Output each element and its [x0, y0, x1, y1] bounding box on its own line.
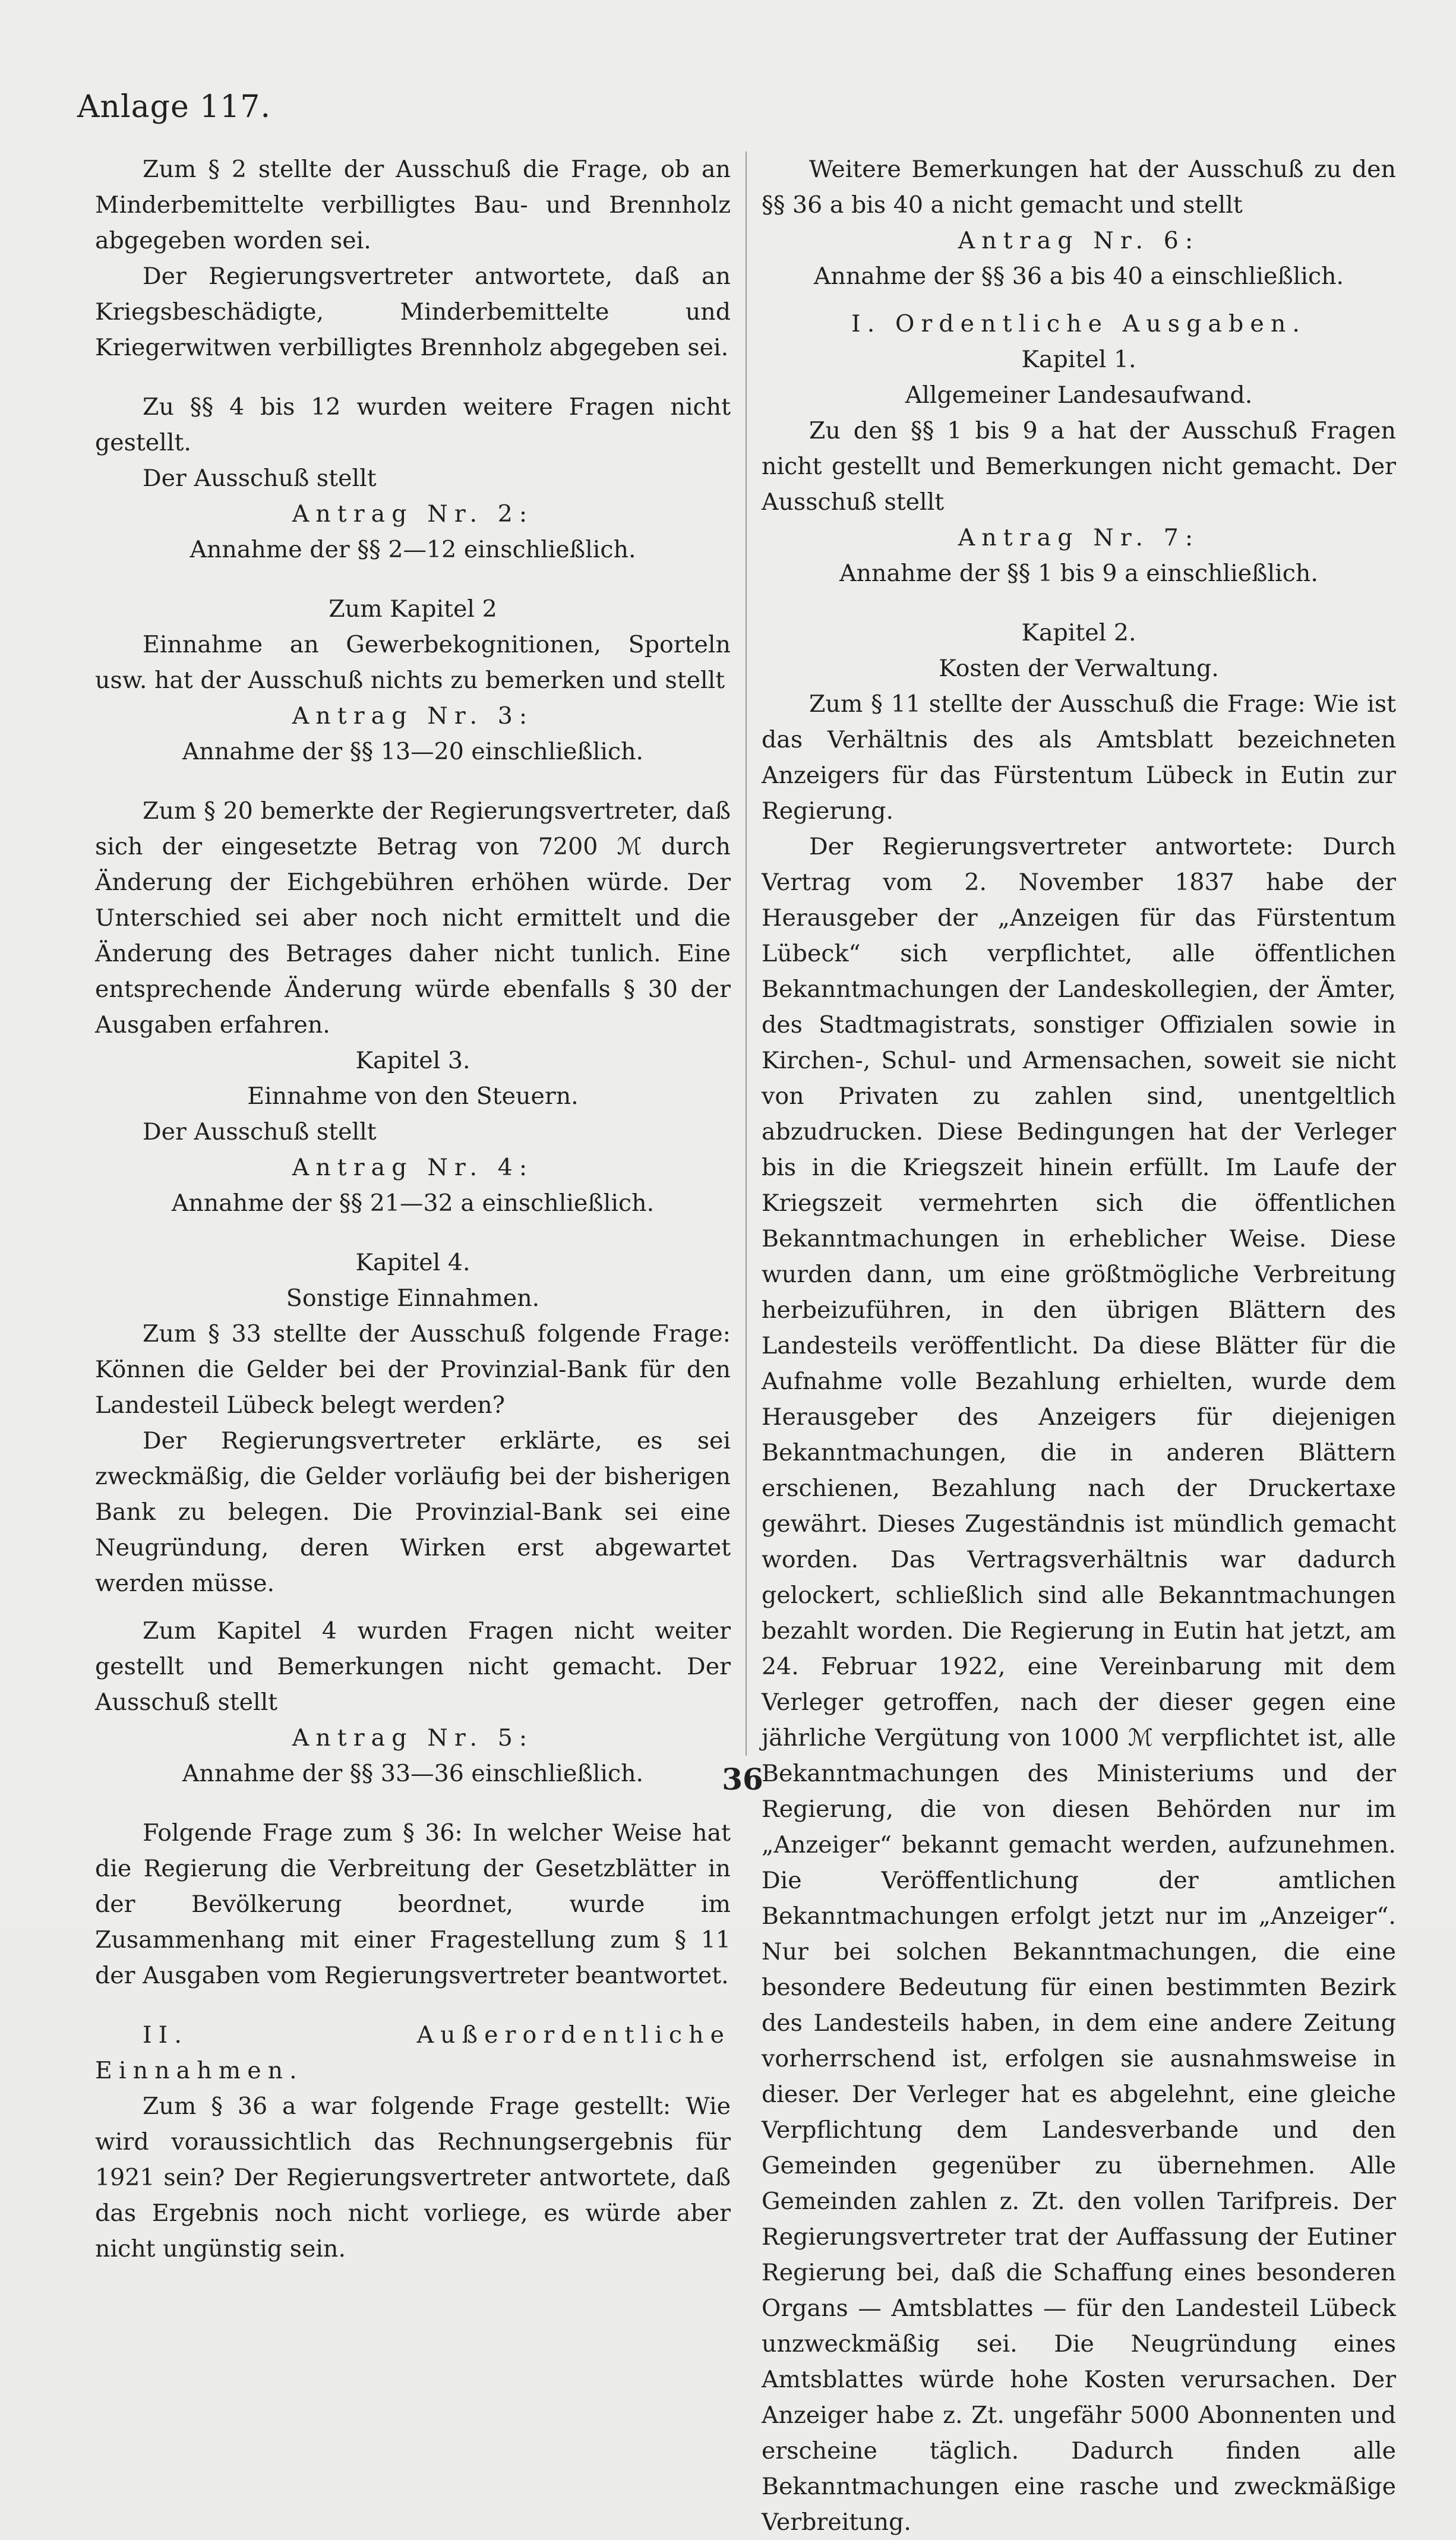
section-subheading: Einnahme von den Steuern.	[247, 1083, 579, 1110]
paragraph: Zu den §§ 1 bis 9 a hat der Ausschuß Fragen nicht gestellt und Bemerkungen nicht gemacht. Der Ausschuß stellt	[762, 417, 1396, 516]
section-heading: Kapitel 3.	[355, 1047, 470, 1074]
paragraph: Zu §§ 4 bis 12 wurden weitere Fragen nicht gestellt.	[95, 393, 731, 456]
paragraph: Zum Kapitel 4 wurden Fragen nicht weiter gestellt und Bemerkungen nicht gemacht. Der Ausschuß stellt	[95, 1617, 731, 1716]
annahme-line: Annahme der §§ 1 bis 9 a einschließlich.	[839, 560, 1318, 587]
section-heading: II. Außerordentliche Einnahmen.	[95, 2021, 731, 2084]
paragraph: Zum § 33 stellte der Ausschuß folgende Frage: Können die Gelder bei der Provinzial-Bank für den Landesteil Lübeck belegt werden?	[95, 1320, 731, 1419]
paragraph: Der Regierungsvertreter erklärte, es sei zweckmäßig, die Gelder vorläufig bei der bisherigen Bank zu belegen. Die Provinzial-Bank sei eine Neugründung, deren Wirken erst abgewartet werden müsse.	[95, 1427, 731, 1597]
paragraph: Folgende Frage zum § 36: In welcher Weise hat die Regierung die Verbreitung der Gesetzblätter in der Bevölkerung beordnet, wurde im Zusammenhang mit einer Fragestellung zum § 11 der Ausgaben vom Regierungsvertreter beantwortet.	[95, 1819, 731, 1989]
paragraph: Der Ausschuß stellt	[143, 465, 377, 492]
right-column	[762, 152, 1396, 2540]
annahme-line: Annahme der §§ 21—32 a einschließlich.	[171, 1189, 655, 1217]
paragraph: Zum § 36 a war folgende Frage gestellt: Wie wird voraussichtlich das Rechnungsergebnis für 1921 sein? Der Regierungsvertreter antwortete, daß das Ergebnis noch nicht vorliege, es würde aber nicht ungünstig sein.	[95, 2093, 731, 2263]
section-heading: I. Ordentliche Ausgaben.	[851, 310, 1306, 337]
paragraph: Zum § 20 bemerkte der Regierungsvertreter, daß sich der eingesetzte Betrag von 7200 ℳ durch Änderung der Eichgebühren erhöhen würde. Der Unterschied sei aber noch nicht ermittelt und die Änderung des Betrages daher nicht tunlich. Eine entsprechende Änderung würde ebenfalls § 30 der Ausgaben erfahren.	[95, 797, 731, 1039]
section-heading: Kapitel 4.	[355, 1249, 470, 1276]
paragraph: Zum § 11 stellte der Ausschuß die Frage: Wie ist das Verhältnis des als Amtsblatt bezeichneten Anzeigers für das Fürstentum Lübeck in Eutin zur Regierung.	[762, 690, 1396, 825]
column-divider	[746, 152, 747, 1756]
left-column	[95, 152, 731, 2267]
page-header: Anlage 117.	[77, 89, 271, 125]
antrag-heading: Antrag Nr. 5:	[292, 1724, 534, 1752]
paragraph: Einnahme an Gewerbekognitionen, Sporteln usw. hat der Ausschuß nichts zu bemerken und stellt	[95, 631, 731, 694]
paragraph: Weitere Bemerkungen hat der Ausschuß zu den §§ 36 a bis 40 a nicht gemacht und stellt	[762, 156, 1396, 219]
section-subheading: Sonstige Einnahmen.	[286, 1285, 540, 1312]
antrag-heading: Antrag Nr. 4:	[292, 1154, 534, 1181]
section-heading: Zum Kapitel 2	[329, 595, 497, 623]
paragraph: Der Ausschuß stellt	[143, 1118, 377, 1146]
annahme-line: Annahme der §§ 33—36 einschließlich.	[182, 1760, 644, 1787]
page-number: 36	[722, 1762, 763, 1797]
section-heading: Kapitel 2.	[1021, 619, 1136, 646]
annahme-line: Annahme der §§ 36 a bis 40 a einschließlich.	[813, 263, 1344, 290]
annahme-line: Annahme der §§ 13—20 einschließlich.	[182, 738, 644, 765]
paragraph: Der Regierungsvertreter antwortete: Durch Vertrag vom 2. November 1837 habe der Herausgeber der „Anzeigen für das Fürstentum Lübeck“ sich verpflichtet, alle öffentlichen Bekanntmachungen der Landeskollegien, der Ämter, des Stadtmagistrats, sonstiger Offizialen sowie in Kirchen-, Schul- und Armensachen, soweit sie nicht von Privaten zu zahlen sind, unentgeltlich abzudrucken. Diese Bedingungen hat der Verleger bis in die Kriegszeit hinein erfüllt. Im Laufe der Kriegszeit vermehrten sich die öffentlichen Bekanntmachungen in erheblicher Weise. Diese wurden dann, um eine größtmögliche Verbreitung herbeizuführen, in den übrigen Blättern des Landesteils veröffentlicht. Da diese Blätter für die Aufnahme volle Bezahlung erhielten, wurde dem Herausgeber des Anzeigers für diejenigen Bekanntmachungen, die in anderen Blättern erschienen, Bezahlung nach der Druckertaxe gewährt. Dieses Zugeständnis ist mündlich gemacht worden. Das Vertragsverhältnis war dadurch gelockert, schließlich sind alle Bekanntmachungen bezahlt worden. Die Regierung in Eutin hat jetzt, am 24. Februar 1922, eine Vereinbarung mit dem Verleger getroffen, nach der dieser gegen eine jährliche Vergütung von 1000 ℳ verpflichtet ist, alle Bekanntmachungen des Ministeriums und der Regierung, die von diesen Behörden nur im „Anzeiger“ bekannt gemacht werden, aufzunehmen. Die Veröffentlichung der amtlichen Bekanntmachungen erfolgt jetzt nur im „Anzeiger“. Nur bei solchen Bekanntmachungen, die eine besondere Bedeutung für einen bestimmten Bezirk des Landesteils haben, in dem eine andere Zeitung vorherrschend ist, erfolgen sie ausnahmsweise in dieser. Der Verleger hat es abgelehnt, eine gleiche Verpflichtung dem Landesverbande und den Gemeinden gegenüber zu übernehmen. Alle Gemeinden zahlen z. Zt. den vollen Tarifpreis. Der Regierungsvertreter trat der Auffassung der Eutiner Regierung bei, daß die Schaffung eines besonderen Organs — Amtsblattes — für den Landesteil Lübeck unzweckmäßig sei. Die Neugründung eines Amtsblattes würde hohe Kosten verursachen. Der Anzeiger habe z. Zt. ungefähr 5000 Abonnenten und erscheine täglich. Dadurch finden alle Bekanntmachungen eine rasche und zweckmäßige Verbreitung.	[762, 833, 1396, 2536]
section-subheading: Kosten der Verwaltung.	[939, 655, 1219, 682]
antrag-heading: Antrag Nr. 6:	[958, 227, 1200, 254]
annahme-line: Annahme der §§ 2—12 einschließlich.	[189, 536, 636, 563]
antrag-heading: Antrag Nr. 7:	[958, 524, 1200, 551]
section-subheading: Allgemeiner Landesaufwand.	[905, 381, 1253, 409]
antrag-heading: Antrag Nr. 2:	[292, 500, 534, 528]
paragraph: Der Regierungsvertreter antwortete, daß an Kriegsbeschädigte, Minderbemittelte und Kriegerwitwen verbilligtes Brennholz abgegeben sei.	[95, 263, 731, 361]
paragraph: Zum § 2 stellte der Ausschuß die Frage, ob an Minderbemittelte verbilligtes Bau- und Brennholz abgegeben worden sei.	[95, 156, 731, 254]
antrag-heading: Antrag Nr. 3:	[292, 702, 534, 730]
section-heading: Kapitel 1.	[1021, 346, 1136, 373]
